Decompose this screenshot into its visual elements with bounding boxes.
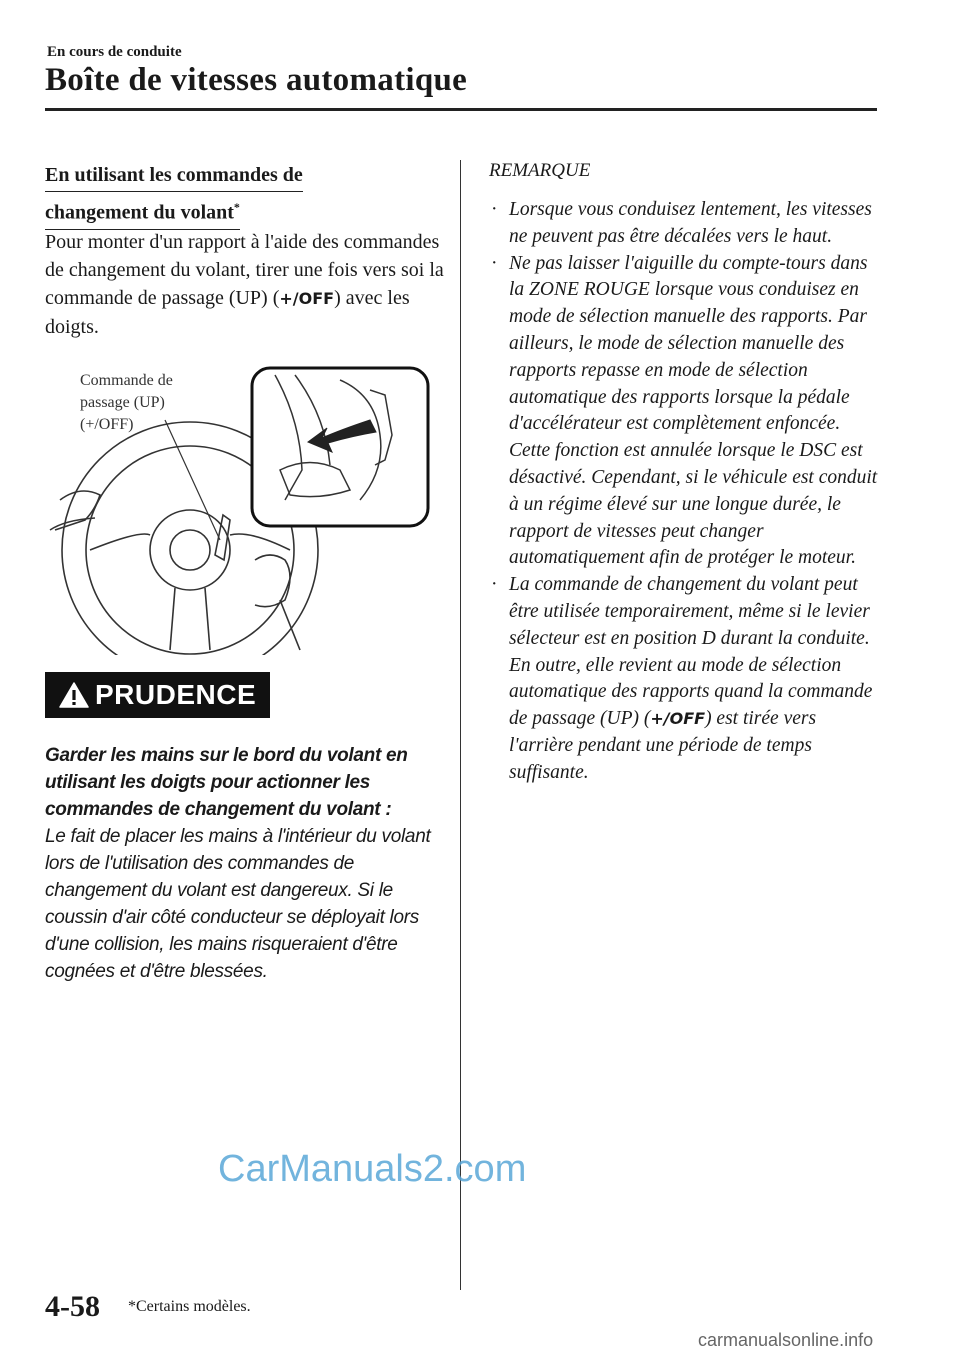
- plus-off-button-glyph: +/OFF: [279, 289, 335, 308]
- site-watermark: carmanualsonline.info: [698, 1330, 874, 1350]
- footnote: *Certains modèles.: [128, 1298, 251, 1315]
- remarque-heading: REMARQUE: [489, 160, 591, 181]
- note-2-text: Ne pas laisser l'aiguille du compte-tours dans la ZONE ROUGE lorsque vous conduisez en mode de sélection manuelle des rapports. Par ailleurs, le mode de sélection manuelle des rapports repasse en mode de sélection automatique des rapports lorsque la pédale d'accélérateur est complètement enfoncée.: [509, 252, 868, 435]
- caution-bold-text: Garder les mains sur le bord du volant en utilisant les doigts pour actionner les commandes de changement du volant :: [45, 745, 408, 820]
- column-divider: [460, 160, 461, 1290]
- list-item: [489, 251, 884, 573]
- remarque-list: [489, 197, 884, 787]
- figure-callout-line2: passage (UP): [80, 394, 165, 411]
- figure-callout-line1: Commande de: [80, 372, 173, 389]
- bullet: ·: [491, 199, 498, 220]
- note-3-text-after: ) est tirée vers l'arrière pendant une période de temps suffisante.: [509, 708, 817, 783]
- section-title: [45, 160, 345, 230]
- section-title-line2: [45, 192, 240, 230]
- figure-callout-line3: (+/OFF): [80, 416, 134, 433]
- note-1-text: Lorsque vous conduisez lentement, les vitesses ne peuvent pas être décalées vers le haut.: [509, 199, 872, 247]
- title-rule: [45, 108, 877, 111]
- intro-paragraph: [45, 228, 445, 341]
- intro-text-before: Pour monter d'un rapport à l'aide des commandes de changement du volant, tirer une fois vers soi la commande de passage (UP) (: [45, 231, 444, 309]
- page-number: 4-58: [45, 1290, 100, 1323]
- list-item: [489, 572, 884, 786]
- caution-banner: [45, 672, 270, 718]
- bullet: ·: [491, 252, 498, 274]
- watermark-logo: CarManuals2.com: [218, 1148, 527, 1190]
- note-2-continuation: Cette fonction est annulée lorsque le DSC est désactivé. Cependant, si le véhicule est conduit à un régime élevé sur une longue durée, le rapport de vitesses peut changer automatiquement afin de protéger le moteur.: [509, 440, 878, 569]
- section-title-line1: En utilisant les commandes de: [45, 160, 303, 192]
- page-title: Boîte de vitesses automatique: [45, 62, 468, 98]
- intro-text-after: ) avec les doigts.: [45, 287, 410, 338]
- bullet: ·: [491, 574, 498, 596]
- note-3-text-before: La commande de changement du volant peut être utilisée temporairement, même si le levier sélecteur est en position D durant la conduite. En outre, elle revient au mode de sélection automatique des rapports quand la commande de passage (UP) (: [509, 574, 873, 730]
- figure-callout: [80, 370, 220, 436]
- caution-body-text: Le fait de placer les mains à l'intérieur du volant lors de l'utilisation des commandes de changement du volant est dangereux. Si le coussin d'air côté conducteur se déployait lors d'une collision, les mains risqueraient d'être cognées et d'être blessées.: [45, 826, 431, 982]
- warning-icon: [59, 681, 89, 709]
- list-item: [489, 197, 884, 251]
- section-title-text2: changement du volant: [45, 201, 234, 224]
- footnote-mark: *: [233, 200, 240, 214]
- caution-text: [45, 742, 445, 985]
- caution-label: PRUDENCE: [95, 679, 257, 710]
- plus-off-button-glyph: +/OFF: [650, 709, 706, 729]
- chapter-heading: En cours de conduite: [47, 44, 182, 60]
